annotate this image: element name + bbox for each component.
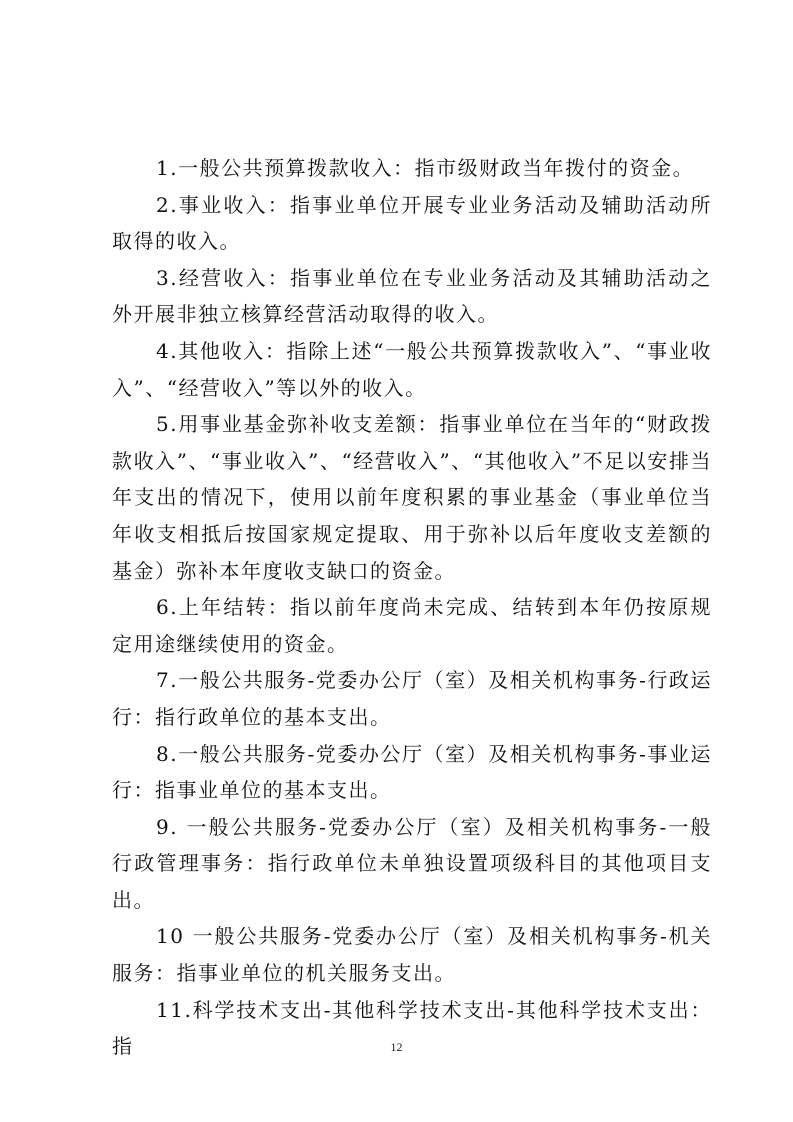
paragraph-7: 7.一般公共服务-党委办公厅（室）及相关机构事务-行政运行：指行政单位的基本支出。: [112, 668, 712, 729]
paragraph-1: 1.一般公共预算拨款收入：指市级财政当年拨付的资金。: [156, 156, 695, 180]
paragraph-4: 4.其他收入：指除上述“一般公共预算拨款收入”、“事业收入”、“经营收入”等以外的收入。: [112, 338, 712, 400]
paragraph-2: 2.事业收入：指事业单位开展专业业务活动及辅助活动所取得的收入。: [112, 192, 712, 254]
paragraph-10: 10 一般公共服务-党委办公厅（室）及相关机构事务-机关服务：指事业单位的机关服务支出。: [112, 924, 712, 986]
paragraph-6: 6.上年结转：指以前年度尚未完成、结转到本年仍按原规定用途继续使用的资金。: [112, 595, 712, 656]
paragraph-9: 9. 一般公共服务-党委办公厅（室）及相关机构事务-一般行政管理事务：指行政单位未单独设置项级科目的其他项目支出。: [112, 814, 712, 912]
paragraph-11: 11.科学技术支出-其他科学技术支出-其他科学技术支出：指: [112, 997, 712, 1059]
page-number: 12: [390, 1040, 403, 1054]
document-body: [112, 150, 712, 1065]
paragraph-8: 8.一般公共服务-党委办公厅（室）及相关机构事务-事业运行：指事业单位的基本支出。: [112, 741, 712, 803]
paragraph-5: 5.用事业基金弥补收支差额：指事业单位在当年的“财政拨款收入”、“事业收入”、“经营收入”、“其他收入”不足以安排当年支出的情况下，使用以前年度积累的事业基金（事业单位当年收支相抵后按国家规定提取、用于弥补以后年度收支差额的基金）弥补本年度收支缺口的资金。: [112, 412, 712, 583]
paragraph-3: 3.经营收入：指事业单位在专业业务活动及其辅助活动之外开展非独立核算经营活动取得的收入。: [112, 265, 712, 327]
